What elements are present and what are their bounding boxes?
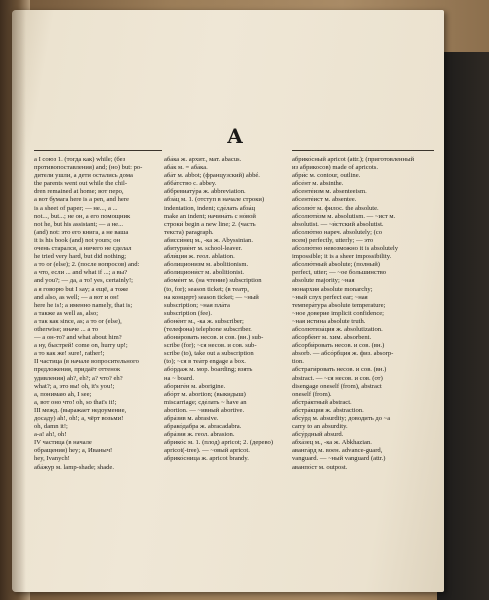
dictionary-entry-line: otherwise; иначе ... а то — [34, 325, 98, 333]
dictionary-entry-line: ~ное доверие implicit confidence; — [292, 309, 385, 317]
dictionary-entry-line: абра́зив м. abrasive. — [164, 415, 219, 422]
dictionary-entry-line: аболиционизм м. abolitionism. — [164, 261, 249, 269]
dictionary-entry-line: аба́жур м. lamp-shade; shade. — [34, 463, 115, 471]
dictionary-entry-line: аба́ка ж. архит., мат. abacus. — [164, 156, 242, 163]
dictionary-entry-line: монархия absolute monarchy; — [292, 285, 373, 293]
dictionary-entry-line: (телефона) telephone subscriber. — [164, 325, 252, 333]
dictionary-entry-line: абба́тство с. abbey. — [164, 180, 217, 188]
dictionary-entry-line: абрико́с м. 1. (плод) apricot; 2. (дерево) — [164, 439, 274, 447]
dictionary-entry-line: not..., but...; не он, а его помощник — [34, 212, 131, 220]
dictionary-entry-line: what?; а, это вы! oh, it's you!; — [34, 382, 115, 390]
dictionary-entry-line: here he is!; а именно namely, that is; — [34, 301, 133, 309]
dictionary-entry-line: абстра́ктный abstract. — [292, 398, 352, 406]
dictionary-entry-line: очень старался, а ничего не сделал — [34, 245, 132, 253]
section-letter-heading: A — [227, 124, 243, 148]
dictionary-entry-line: а то как же! sure!, rather!; — [34, 350, 105, 358]
dictionary-entry-line: абха́зец м., -ка ж. Abkhazian. — [292, 439, 372, 447]
dictionary-entry-line: дители ушли, а дети остались дома — [34, 172, 133, 180]
dictionary-entry-line: абсолю́т м. филос. the absolute. — [292, 204, 379, 212]
dictionary-entry-line: absorb. — абсо́рбция ж. физ. absorp- — [292, 350, 394, 358]
dictionary-entry-line: абсолю́тно невозможно it is absolutely — [292, 245, 399, 253]
dictionary-entry-line: абсолю́тно нареч. absolutely; (со — [292, 228, 383, 236]
dictionary-entry-line: abstract. — ~ся несов. и сов. (от) — [292, 374, 383, 382]
dictionary-entry-line: из абрикосов) made of apricots. — [292, 164, 378, 172]
dictionary-entry-line: indentation, indent; сде́лать абза́ц — [164, 204, 256, 212]
dictionary-entry-line: and also, as well; — а вот и он! — [34, 293, 119, 301]
dictionary-entry-line: абсорбе́нт м. хим. absorbent. — [292, 334, 372, 342]
dictionary-entry-line: is a sheet of paper; — не..., а ... — [34, 204, 118, 212]
dictionary-entry-line: абориге́н м. aborigine. — [164, 382, 226, 390]
dictionary-entry-line: на ~ board. — [164, 374, 194, 382]
dictionary-entry-line: disengage oneself (from), abstract — [292, 382, 382, 390]
dictionary-entry-line: dren remained at home; вот перо, — [34, 188, 124, 196]
dictionary-entry-line: або́рт м. abortion; (выкидыш) — [164, 390, 246, 398]
dictionary-entry-line: удивления) ah?, eh?; а? что? eh? — [34, 374, 123, 382]
dictionary-entry-line: а I союз 1. (тогда как) while; (без — [34, 156, 126, 163]
dictionary-entry-line: а-а! ah!, oh! — [34, 431, 67, 439]
dictionary-entry-line: а так как since, as; а то or (else), — [34, 317, 122, 325]
page-gutter-shadow — [12, 10, 26, 592]
dictionary-entry-line: досаду) ah!, oh!; а, чёрт возьми! — [34, 415, 124, 422]
dictionary-entry-line: аббревиату́ра ж. abbreviation. — [164, 188, 246, 196]
dictionary-entry-line: абитурие́нт м. school-leaver. — [164, 245, 242, 253]
dictionary-entry-line: the parents went out while the chil- — [34, 180, 128, 188]
dictionary-entry-line: а то or (else); 2. (после вопросов) and: — [34, 261, 140, 269]
dictionary-entry-line: абри́с м. contour, outline. — [292, 172, 361, 180]
dictionary-entry-line: абсенте́ист м. absentee. — [292, 196, 357, 204]
dictionary-entry-line: vanguard. — ~ный vanguard (attr.) — [292, 455, 386, 463]
dictionary-entry-line: абсе́нт м. absinthe. — [292, 180, 344, 188]
dictionary-entry-line: абрико́сница ж. apricot brandy. — [164, 455, 249, 463]
dictionary-entry-line: — а он-то? and what about him? — [34, 334, 122, 342]
dictionary-entry-line: а также as well as, also; — [34, 309, 99, 317]
dictionary-column-right — [292, 156, 436, 592]
dictionary-entry-line: обращения) hey; а, Иваныч! — [34, 447, 113, 455]
dictionary-entry-line: subscription (fee). — [164, 309, 212, 317]
dictionary-entry-line: абстра́кция ж. abstraction. — [292, 406, 364, 414]
dictionary-entry-line: III межд. (выражает недоумение, — [34, 406, 127, 414]
dictionary-entry-line: аванпо́ст м. outpost. — [292, 463, 348, 471]
dictionary-entry-line: oh, damn it!; — [34, 423, 68, 431]
dictionary-entry-line: всем) perfectly, utterly; — это — [292, 236, 374, 244]
dictionary-entry-line: make an indent; начина́ть с но́вой — [164, 212, 256, 220]
dictionary-entry-line: miscarriage; сде́лать ~ have an — [164, 398, 247, 406]
dictionary-entry-line: tion. — [292, 358, 304, 366]
dictionary-entry-line: абра́зия ж. геол. abrasion. — [164, 431, 235, 439]
dictionary-entry-line: а я говорю but I say; а ещё, а тоже — [34, 285, 129, 293]
dictionary-entry-line: (and) not: это его книга, а не ваша — [34, 228, 129, 236]
dictionary-entry-line: абсолютиза́ция ж. absolutization. — [292, 325, 383, 333]
dictionary-entry-line: а ну, быстрей! come on, hurry up!; — [34, 342, 128, 350]
dictionary-entry-line: absolutist. — ~и́стский absolutist. — [292, 220, 384, 228]
dictionary-entry-line: аба́т м. abbot; (французский) abbé. — [164, 172, 260, 180]
dictionary-entry-line: а вот бумага here is a pen, and here — [34, 196, 129, 204]
dictionary-entry-line: абсу́рдный absurd. — [292, 431, 344, 439]
dictionary-entry-line: абрико́сный apricot (attr.); (приготовленный — [292, 156, 415, 163]
dictionary-entry-line: предложения, придаёт оттенок — [34, 366, 121, 374]
dictionary-entry-line: а, понимаю ah, I see; — [34, 390, 92, 398]
dictionary-entry-line: абисси́нец м., -ка ж. Abyssinian. — [164, 236, 253, 244]
book-back-cover — [437, 52, 489, 600]
dictionary-entry-line: противопоставления) and; (но) but: ро- — [34, 164, 143, 172]
dictionary-entry-line: perfect, utter; — ~ое большинство — [292, 269, 387, 277]
dictionary-entry-line: absolute majority; ~ная — [292, 277, 355, 285]
dictionary-entry-line: абсолюти́зм м. absolutism. — ~ист м. — [292, 212, 396, 220]
dictionary-entry-line: not he, but his assistant; — а не... — [34, 220, 124, 228]
dictionary-entry-line: абони́ровать несов. и сов. (вн.) sub- — [164, 334, 264, 342]
dictionary-entry-line: apricot(-tree). — ~овый apricot. — [164, 447, 250, 455]
dictionary-entry-line: абоне́нт м., -ка ж. subscriber; — [164, 317, 244, 325]
dictionary-entry-line: carry to an absurdity. — [292, 423, 348, 431]
dictionary-entry-line: текста) paragraph. — [164, 228, 214, 236]
dictionary-entry-line: а что, если ... and what if ...; а вы? — [34, 269, 128, 277]
dictionary-entry-line: and you?; — да, а то! yes, certainly!; — [34, 277, 133, 285]
dictionary-entry-line: subscription; ~ная пла́та — [164, 301, 230, 309]
dictionary-entry-line: абстраги́ровать несов. и сов. (вн.) — [292, 366, 387, 374]
dictionary-entry-line: аванга́рд м. воен. advance-guard, — [292, 447, 383, 455]
dictionary-entry-line: ~ная истина absolute truth. — [292, 317, 366, 325]
dictionary-entry-line: ~ный слух perfect ear; ~ная — [292, 293, 368, 301]
dictionary-entry-line: scribe (for); ~ся несов. и сов. sub- — [164, 342, 257, 350]
dictionary-entry-line: абза́ц м. 1. (отступ в начале строки) — [164, 196, 265, 204]
dictionary-entry-line: (to, for); season ticket; (в театр, — [164, 285, 249, 293]
heading-rule-right — [292, 150, 434, 151]
dictionary-entry-line: на концерт) season ticket; — ~ный — [164, 293, 259, 301]
dictionary-entry-line: (to); ~ся в теа́тр engage a box. — [164, 358, 246, 366]
dictionary-entry-line: аболициони́ст м. abolitionist. — [164, 269, 244, 277]
dictionary-entry-line: it is his book (and) not yours; он — [34, 236, 121, 244]
dictionary-entry-line: або́рдаж м. мор. boarding; взять — [164, 366, 253, 374]
dictionary-entry-line: темпера́тура absolute temperature; — [292, 301, 386, 309]
dictionary-column-left — [34, 156, 160, 592]
dictionary-entry-line: абсолю́тный absolute; (полный) — [292, 261, 380, 269]
dictionary-entry-line: hey, Ivanych! — [34, 455, 70, 463]
heading-rule-left — [34, 150, 162, 151]
dictionary-entry-line: абоме́нт м. (на чтение) subscription — [164, 277, 262, 285]
dictionary-column-middle — [164, 156, 290, 592]
dictionary-entry-line: абсу́рд м. absurdity; доводить до ~а — [292, 415, 391, 422]
dictionary-entry-line: IV частица (в начале — [34, 439, 92, 447]
dictionary-entry-line: II частица (в начале вопросительного — [34, 358, 139, 366]
dictionary-entry-line: а, вот оно что! oh, so that's it!; — [34, 398, 117, 406]
dictionary-entry-line: абрако́дабра ж. abracadabra. — [164, 423, 242, 431]
dictionary-entry-line: abortion. — ~ивный abortive. — [164, 406, 245, 414]
dictionary-entry-line: абсенте́изм м. absenteeism. — [292, 188, 367, 196]
dictionary-entry-line: абсорби́ровать несов. и сов. (вн.) — [292, 342, 385, 350]
dictionary-entry-line: oneself (from). — [292, 390, 332, 398]
dictionary-entry-line: аба́к м. = аба́ка. — [164, 164, 208, 172]
dictionary-entry-line: абли́ция ж. геол. ablation. — [164, 253, 235, 261]
dictionary-entry-line: impossible; it is a sheer impossibility. — [292, 253, 392, 261]
dictionary-entry-line: he tried very hard, but did nothing; — [34, 253, 127, 261]
dictionary-entry-line: scribe (to), take out a subscription — [164, 350, 254, 358]
dictionary-entry-line: строки́ begin a new line; 2. (часть — [164, 220, 256, 228]
